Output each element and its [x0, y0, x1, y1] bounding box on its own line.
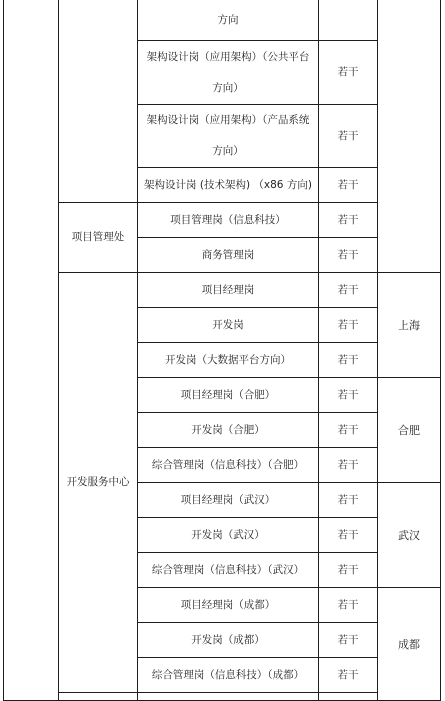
- position-cell: [138, 41, 319, 105]
- position-cell: 方向: [138, 0, 319, 41]
- location-cell-empty: [319, 693, 378, 701]
- location-cell-empty: [378, 0, 441, 273]
- table-row: [4, 273, 441, 308]
- position-cell: 项目经理岗: [138, 273, 319, 308]
- quantity-cell: 若干: [319, 623, 378, 658]
- position-cell: 商务管理岗: [138, 238, 319, 273]
- department-cell-architecture: [59, 0, 138, 203]
- position-text: 架构设计岗（应用架构）（产品系统方向）: [146, 114, 310, 157]
- quantity-cell: [319, 0, 378, 41]
- quantity-cell: 若干: [319, 413, 378, 448]
- table-row: [4, 0, 441, 41]
- position-cell: 综合管理岗（信息科技）（成都）: [138, 658, 319, 693]
- table-row: [4, 203, 441, 238]
- quantity-cell: 若干: [319, 41, 378, 105]
- position-cell: 开发岗（成都）: [138, 623, 319, 658]
- quantity-cell: 若干: [319, 378, 378, 413]
- quantity-cell: 若干: [319, 203, 378, 238]
- quantity-cell: 若干: [319, 483, 378, 518]
- position-cell: 开发岗（武汉）: [138, 518, 319, 553]
- quantity-cell: 若干: [319, 105, 378, 168]
- location-cell: 合肥: [378, 378, 441, 483]
- position-table: [3, 0, 441, 701]
- position-text: 架构设计岗（应用架构）（公共平台方向）: [146, 50, 310, 94]
- position-cell: 综合管理岗（信息科技）（武汉）: [138, 553, 319, 588]
- position-cell: 架构设计岗 (技术架构) （x86 方向): [138, 168, 319, 203]
- outer-category-cell: [4, 0, 59, 701]
- location-cell: 成都: [378, 588, 441, 701]
- location-cell: 上海: [378, 273, 441, 378]
- department-cell: 项目管理处: [59, 203, 138, 273]
- position-cell: 开发岗（大数据平台方向）: [138, 343, 319, 378]
- position-cell: [138, 105, 319, 168]
- quantity-cell: 若干: [319, 588, 378, 623]
- quantity-cell: 若干: [319, 238, 378, 273]
- table-row-partial: [4, 693, 441, 701]
- quantity-cell: 若干: [319, 273, 378, 308]
- position-cell: 项目经理岗（武汉）: [138, 483, 319, 518]
- quantity-cell: 若干: [319, 308, 378, 343]
- quantity-cell: 若干: [319, 343, 378, 378]
- position-cell: 开发岗: [138, 308, 319, 343]
- quantity-cell: 若干: [319, 448, 378, 483]
- position-cell: 项目经理岗（成都）: [138, 588, 319, 623]
- position-cell: 项目经理岗（合肥）: [138, 378, 319, 413]
- department-cell: 开发服务中心: [59, 273, 138, 693]
- quantity-cell-empty: [138, 693, 319, 701]
- location-cell: 武汉: [378, 483, 441, 588]
- quantity-cell: 若干: [319, 518, 378, 553]
- position-cell: 综合管理岗（信息科技）（合肥）: [138, 448, 319, 483]
- position-cell: 开发岗（合肥）: [138, 413, 319, 448]
- quantity-cell: 若干: [319, 168, 378, 203]
- position-cell: 项目管理岗（信息科技）: [138, 203, 319, 238]
- position-cell-empty: [59, 693, 138, 701]
- quantity-cell: 若干: [319, 553, 378, 588]
- quantity-cell: 若干: [319, 658, 378, 693]
